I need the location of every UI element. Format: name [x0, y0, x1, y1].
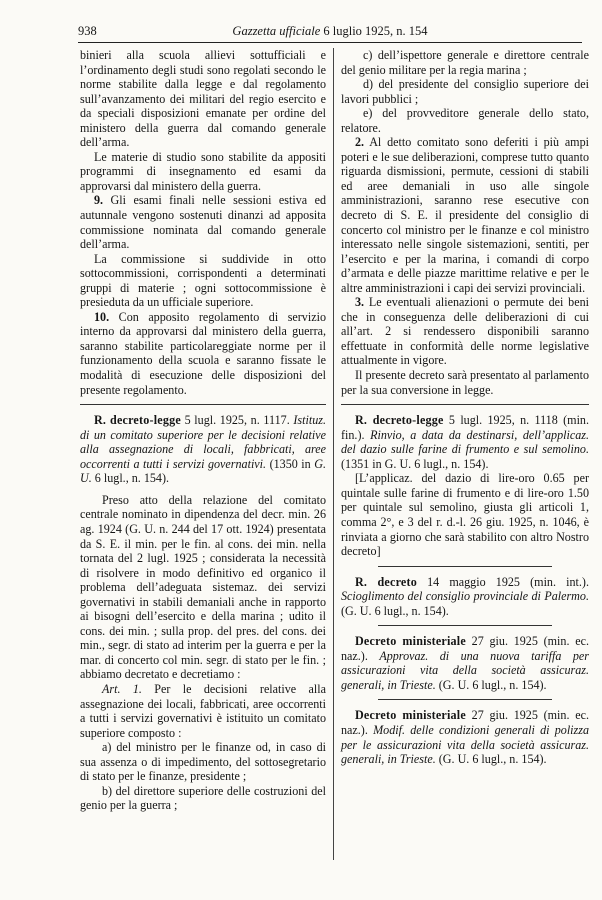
paragraph: binieri alla scuola allievi sottufficiali e l’ordinamento degli studi sono regolati secondo le norme stabilite dalla legge e dal regolamento sull’avanzamento dei militari del regio esercito e da speciali disposizioni emanate per ordine del ministero della guerra dal comando generale dell’arma.	[80, 48, 326, 150]
decree-type: R. decreto	[355, 574, 417, 589]
article-1-item-e: e) del provveditore generale dello stato, relatore.	[341, 106, 589, 135]
article-text: Con apposito regolamento di servizio interno da approvarsi dal ministero della guerra, saranno stabilite particolareggiate norme per il funzionamento della scuola e saranno fissate le modalità di esecuzione delle disposizioni del presente regolamento.	[80, 309, 326, 397]
decree-date: 27 giu. 1925 (min. ec. naz.).	[341, 634, 589, 663]
article-text: Al detto comitato sono deferiti i più ampi poteri e le sue deliberazioni, comprese tutto quanto riguarda dismissioni, permute, cessioni di stabili ed aree demaniali in uso alle singole amministrazioni, saranno rese esecutive con decreto di S. E. il presidente del consiglio di concerto col ministro per le finanze e col ministro interessato nelle singole sistemazioni, sentiti, per l’esercito e per la marina, i comandi di corpo d’armata e delle piazze marittime relative e per le altre amministrazioni i capi dei servizi provinciali.	[341, 135, 589, 295]
closing-formula: Il presente decreto sarà presentato al parlamento per la sua conversione in legge.	[341, 368, 589, 397]
page-number: 938	[78, 24, 97, 38]
article-10	[80, 310, 326, 397]
paragraph: Le materie di studio sono stabilite da appositi programmi di insegnamento ed esami da approvarsi dal ministero della guerra.	[80, 149, 326, 193]
ministerial-decree-policy	[341, 708, 589, 766]
preamble: Preso atto della relazione del comitato centrale nominato in dipendenza del decr. min. 26 ag. 1924 (G. U. n. 244 del 17 ott. 1924) presentata da S. E. il min. per le fin. al cons. dei min. nella tornata del 2 lugl. 1925 ; considerata la necessità di risolvere in modo definitivo ed organico il problema dell’adeguata sistemaz. dei servizi governativi in stabili demaniali anche in rapporto ai bisogni dell’esercito e della marina ; udito il cons. dei min. ; sulla prop. del pres. del cons. dei min., segr. di stato ad interim per la guerra e per la mar. di concerto col min. segr. di stato per le fin. ; abbiamo decretato e decretiamo :	[80, 492, 326, 682]
article-9	[80, 193, 326, 251]
left-column	[80, 48, 326, 813]
section-rule	[80, 404, 326, 405]
decree-ref: (G. U. 6 lugl., n. 154).	[435, 677, 547, 692]
decree-palermo-heading	[341, 575, 589, 619]
decree-ref-gazette: G. U.	[80, 456, 326, 486]
column-divider	[333, 48, 334, 860]
right-column	[341, 48, 589, 767]
decree-ref: (G. U. 6 lugl., n. 154).	[341, 603, 449, 618]
page-header	[78, 24, 582, 43]
section-rule	[378, 566, 552, 567]
decree-date: 5 lugl. 1925, n. 1117.	[180, 413, 290, 428]
article-number: 2.	[355, 135, 365, 150]
decree-ref-end: 6 lugl., n. 154).	[91, 471, 170, 486]
decree-type: R. decreto-legge	[94, 413, 181, 428]
article-1-item-c: c) dell’ispettore generale e direttore centrale del genio militare per la regia marina ;	[341, 48, 589, 77]
article-text: Le eventuali alienazioni o permute dei beni che in conseguenza delle deliberazioni di cui all’art. 2 si rendessero disponibili saranno effettuate in conformità delle norme legislative attualmente in vigore.	[341, 295, 589, 368]
ministerial-decree-tariff	[341, 634, 589, 692]
decree-ref: (G. U. 6 lugl., n. 154).	[435, 752, 547, 767]
article-number: 9.	[94, 193, 104, 208]
article-3	[341, 295, 589, 368]
decree-date: 5 lugl. 1925, n. 1118 (min. fin.).	[341, 413, 589, 442]
decree-ref: (1350 in	[266, 456, 315, 471]
article-number: 3.	[355, 295, 365, 310]
gazette-date: 6 luglio 1925, n. 154	[320, 24, 428, 38]
article-text: Gli esami finali nelle sessioni estiva ed autunnale vengono sostenuti dinanzi ad apposita commissione nominata dal comando generale dell’arma.	[80, 193, 326, 252]
article-2	[341, 135, 589, 295]
decree-1117-heading	[80, 413, 326, 486]
gazette-name: Gazzetta ufficiale	[232, 24, 321, 38]
section-rule	[378, 625, 552, 626]
decree-type: R. decreto-legge	[355, 413, 444, 428]
decree-ref: (1351 in G. U. 6 lugl., n. 154).	[341, 456, 489, 471]
decree-title: Approvaz. di una nuova tariffa per assicurazioni vita della società assicuraz. generali, in Trieste.	[341, 648, 590, 692]
article-label: Art. 1.	[102, 681, 142, 696]
decree-type: Decreto ministeriale	[355, 634, 466, 649]
section-rule	[378, 699, 552, 700]
article-number: 10.	[94, 309, 110, 324]
article-1-item-b: b) del direttore superiore delle costruzioni del genio per la guerra ;	[80, 783, 326, 813]
decree-title: Istituz. di un comitato superiore per le decisioni relative alla assegnazione di locali, fabbricati, aree occorrenti a tutti i servizi governativi.	[80, 413, 326, 471]
decree-date: 14 maggio 1925 (min. int.).	[416, 574, 589, 589]
decree-title: Scioglimento del consiglio provinciale di Palermo.	[341, 589, 589, 604]
gazette-title	[78, 24, 582, 39]
decree-1118-summary: [L’applicaz. del dazio di lire-oro 0.65 per quintale sulle farine di frumento e di lire-oro 1.50 per quintale sul semolino, giusta gli articoli 1, comma 2°, e 3 del r. d.-l. 26 giu. 1925, n. 1046, è rinviata a giorno che sarà stabilito con altro Nostro decreto]	[341, 471, 589, 559]
decree-title: Rinvio, a data da destinarsi, dell’applicaz. del dazio sulle farine di frumento e sul semolino.	[341, 427, 589, 457]
article-1-item-a: a) del ministro per le finanze od, in caso di sua assenza o di impedimento, del sottosegretario di stato per le finanze, presidente ;	[80, 740, 326, 784]
decree-date: 27 giu. 1925 (min. ec. naz.).	[341, 708, 589, 737]
decree-1118-heading	[341, 413, 589, 471]
article-1	[80, 682, 326, 740]
paragraph: La commissione si suddivide in otto sottocommissioni, corrispondenti a determinati gruppi di materie ; ogni sottocommissione è presieduta da un ufficiale superiore.	[80, 251, 326, 310]
decree-title: Modif. delle condizioni generali di polizza per le assicurazioni vita della società assicuraz. generali, in Trieste.	[341, 722, 589, 767]
article-1-item-d: d) del presidente del consiglio superiore dei lavori pubblici ;	[341, 77, 589, 106]
section-rule	[341, 404, 589, 405]
article-text: Per le decisioni relative alla assegnazione dei locali, fabbricati, aree occorrenti a tutti i servizi governativi è istituito un comitato superiore composto :	[80, 681, 326, 740]
decree-type: Decreto ministeriale	[355, 708, 466, 723]
